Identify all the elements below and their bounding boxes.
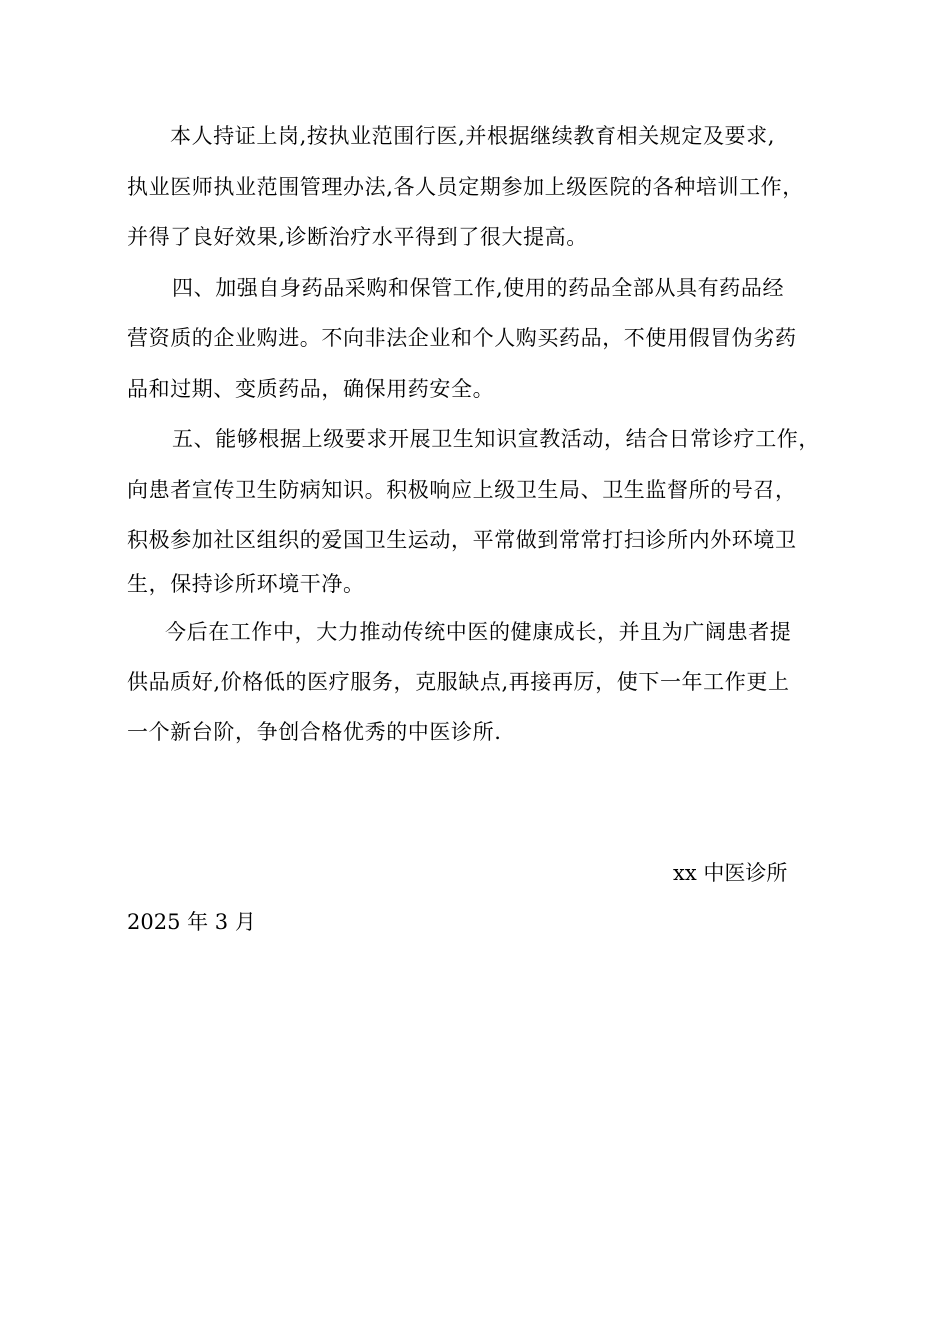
paragraph-line: 品和过期、变质药品，确保用药安全。 xyxy=(127,377,495,401)
paragraph-line: 并得了良好效果,诊断治疗水平得到了很大提高。 xyxy=(127,225,588,249)
paragraph-line: 一个新台阶，争创合格优秀的中医诊所. xyxy=(127,720,502,744)
paragraph-line: 五、能够根据上级要求开展卫生知识宣教活动，结合日常诊疗工作， xyxy=(172,427,820,451)
paragraph-line: 本人持证上岗,按执业范围行医,并根据继续教育相关规定及要求, xyxy=(170,124,776,148)
paragraph-line: 向患者宣传卫生防病知识。积极响应上级卫生局、卫生监督所的号召， xyxy=(127,478,797,502)
signature-date: 2025 年 3 月 xyxy=(127,910,256,934)
paragraph-line: 生，保持诊所环境干净。 xyxy=(127,572,365,596)
paragraph-line: 供品质好,价格低的医疗服务，克服缺点,再接再厉，使下一年工作更上 xyxy=(127,670,790,694)
paragraph-line: 积极参加社区组织的爱国卫生运动，平常做到常常打扫诊所内外环境卫 xyxy=(127,528,797,552)
paragraph-line: 营资质的企业购进。不向非法企业和个人购买药品，不使用假冒伪劣药 xyxy=(127,326,797,350)
signature-organization: xx 中医诊所 xyxy=(673,861,788,885)
paragraph-line: 四、加强自身药品采购和保管工作,使用的药品全部从具有药品经 xyxy=(172,276,785,300)
paragraph-line: 今后在工作中，大力推动传统中医的健康成长，并且为广阔患者提 xyxy=(165,620,792,644)
paragraph-line: 执业医师执业范围管理办法,各人员定期参加上级医院的各种培训工作， xyxy=(127,175,804,199)
